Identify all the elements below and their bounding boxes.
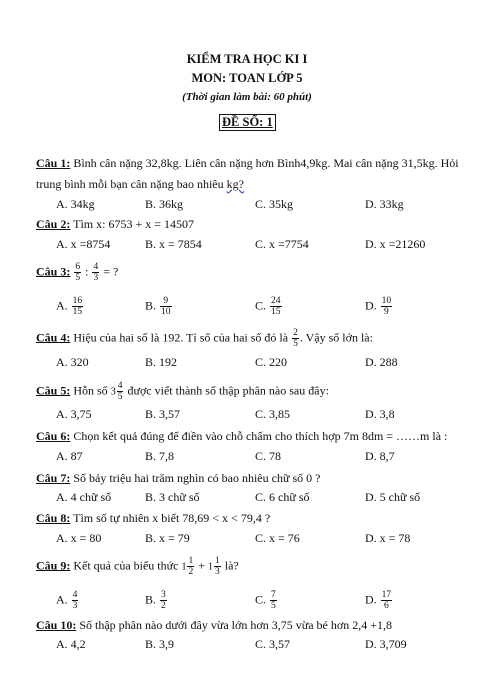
- question-8-options: [56, 530, 476, 546]
- question-10: [36, 617, 466, 633]
- q10-option-c[interactable]: C. 3,57: [255, 637, 291, 651]
- question-3-label: Câu 3:: [36, 264, 71, 279]
- q5-option-b[interactable]: B. 3,57: [145, 407, 181, 421]
- question-6-text: Chọn kết quả đúng để điền vào chỗ chấm cho thích hợp 7m 8dm = ……m là :: [70, 429, 448, 443]
- question-1-options: [56, 196, 476, 212]
- q2-option-c[interactable]: C. x =7754: [255, 237, 309, 251]
- q8-option-a[interactable]: A. x = 80: [56, 531, 102, 545]
- question-2-text: Tìm x: 6753 + x = 14507: [70, 217, 194, 231]
- q4-option-d[interactable]: D. 288: [365, 355, 398, 369]
- q8-option-b[interactable]: B. x = 79: [145, 531, 190, 545]
- question-7-text: Số bảy triệu hai trăm nghìn có bao nhiêu chữ số 0 ?: [70, 471, 321, 485]
- q7-option-b[interactable]: B. 3 chữ số: [145, 490, 200, 504]
- question-9-text-b: là?: [221, 558, 239, 573]
- question-7-label: Câu 7:: [36, 471, 71, 485]
- q6-option-d[interactable]: D. 8,7: [365, 449, 395, 463]
- q3-operator: :: [85, 264, 89, 279]
- question-9-options: [56, 590, 476, 611]
- question-4-text-a: Hiệu của hai số là 192. Tỉ số của hai số đó là: [70, 330, 292, 345]
- q3-suffix: = ?: [103, 264, 119, 279]
- q9-option-a[interactable]: A. $\frac{4}{3}$: [56, 590, 78, 611]
- question-2-options: [56, 236, 476, 252]
- q2-option-b[interactable]: B. x = 7854: [145, 237, 202, 251]
- q10-option-b[interactable]: B. 3,9: [145, 637, 175, 651]
- question-1-label: Câu 1:: [36, 156, 71, 170]
- q8-option-c[interactable]: C. x = 76: [255, 531, 300, 545]
- question-1-text-line1: Bình cân nặng 32,8kg. Liên cân nặng hơn Bình4,9kg. Mai cân nặng 31,5kg. Hỏi: [70, 156, 459, 170]
- q3-fraction-1: $\frac{6}{5}$: [75, 262, 81, 283]
- question-6: [36, 428, 466, 444]
- q4-option-c[interactable]: C. 220: [255, 355, 288, 369]
- exam-time: (Thời gian làm bài: 60 phút): [182, 91, 312, 103]
- question-4-label: Câu 4:: [36, 330, 71, 345]
- question-5-text-b: được viết thành số thập phân nào sau đây:: [124, 383, 329, 398]
- q6-option-c[interactable]: C. 78: [255, 449, 282, 463]
- question-5-label: Câu 5:: [36, 383, 71, 398]
- question-8: [36, 510, 466, 526]
- question-1: [36, 155, 466, 171]
- q7-option-d[interactable]: D. 5 chữ số: [365, 490, 421, 504]
- exam-number: ĐỀ SỐ: 1: [222, 115, 273, 129]
- q2-option-d[interactable]: D. x =21260: [365, 237, 426, 251]
- q4-option-a[interactable]: A. 320: [56, 355, 89, 369]
- q9-plus: +: [195, 558, 209, 573]
- q3-option-a[interactable]: A. $\frac{16}{15}$: [56, 296, 83, 317]
- question-3: [36, 262, 466, 283]
- question-4-text-b: . Vậy số lớn là:: [299, 330, 373, 345]
- question-3-options: [56, 296, 476, 317]
- q5-option-c[interactable]: C. 3,85: [255, 407, 291, 421]
- question-5-options: [56, 406, 476, 422]
- question-5: [36, 381, 466, 402]
- q5-mixed-number: 3 $\frac{4}{5}$: [110, 381, 123, 402]
- q2-option-a[interactable]: A. x =8754: [56, 237, 111, 251]
- question-5-text-a: Hỗn số: [70, 383, 111, 398]
- q6-option-b[interactable]: B. 7,8: [145, 449, 175, 463]
- q9-mixed-1: 1 $\frac{1}{2}$: [181, 556, 194, 577]
- q4-fraction: $\frac{2}{5}$: [293, 328, 298, 349]
- question-8-text: Tìm số tự nhiên x biết 78,69 < x < 79,4 ?: [70, 511, 271, 525]
- question-1-text-line2: trung bình mỗi bạn cân nặng bao nhiêu: [36, 177, 227, 191]
- question-4-options: [56, 354, 476, 370]
- question-9-text-a: Kết quả của biểu thức: [70, 558, 182, 573]
- question-9: [36, 556, 466, 577]
- q9-option-b[interactable]: B. $\frac{3}{2}$: [145, 590, 166, 611]
- question-1-line2: [36, 176, 466, 192]
- question-10-text: Số thập phân nào dưới đây vừa lớn hơn 3,75 vừa bé hơn 2,4 +1,8: [76, 618, 392, 632]
- q3-option-c[interactable]: C. $\frac{24}{15}$: [255, 296, 281, 317]
- exam-title: KIỂM TRA HỌC KI I: [186, 52, 308, 66]
- question-4: [36, 328, 466, 349]
- question-2: [36, 216, 466, 232]
- question-10-label: Câu 10:: [36, 618, 77, 632]
- q9-mixed-2: 1 $\frac{1}{3}$: [208, 556, 220, 577]
- q7-option-a[interactable]: A. 4 chữ số: [56, 490, 112, 504]
- question-8-label: Câu 8:: [36, 511, 71, 525]
- question-7: [36, 470, 466, 486]
- question-1-text-kg: kg?: [226, 177, 244, 191]
- q9-option-c[interactable]: C. $\frac{7}{5}$: [255, 590, 276, 611]
- q10-option-d[interactable]: D. 3,709: [365, 637, 407, 651]
- q4-option-b[interactable]: B. 192: [145, 355, 178, 369]
- question-6-label: Câu 6:: [36, 429, 71, 443]
- q3-option-b[interactable]: B. $\frac{9}{10}$: [145, 296, 171, 317]
- q1-option-d[interactable]: D. 33kg: [365, 197, 404, 211]
- q1-option-c[interactable]: C. 35kg: [255, 197, 294, 211]
- q7-option-c[interactable]: C. 6 chữ số: [255, 490, 310, 504]
- q6-option-a[interactable]: A. 87: [56, 449, 83, 463]
- q9-option-d[interactable]: D. $\frac{17}{6}$: [365, 590, 392, 611]
- q8-option-d[interactable]: D. x = 78: [365, 531, 411, 545]
- q5-option-a[interactable]: A. 3,75: [56, 407, 92, 421]
- question-6-options: [56, 448, 476, 464]
- q3-option-d[interactable]: D. $\frac{10}{9}$: [365, 296, 392, 317]
- exam-number-box: [219, 114, 276, 131]
- question-10-options: [56, 636, 476, 652]
- q1-option-a[interactable]: A. 34kg: [56, 197, 95, 211]
- question-7-options: [56, 489, 476, 505]
- question-9-label: Câu 9:: [36, 558, 71, 573]
- q3-fraction-2: $\frac{4}{3}$: [93, 262, 99, 283]
- q1-option-b[interactable]: B. 36kg: [145, 197, 184, 211]
- question-2-label: Câu 2:: [36, 217, 71, 231]
- exam-subject: MON: TOAN LỚP 5: [191, 71, 303, 85]
- q10-option-a[interactable]: A. 4,2: [56, 637, 86, 651]
- q5-option-d[interactable]: D. 3,8: [365, 407, 395, 421]
